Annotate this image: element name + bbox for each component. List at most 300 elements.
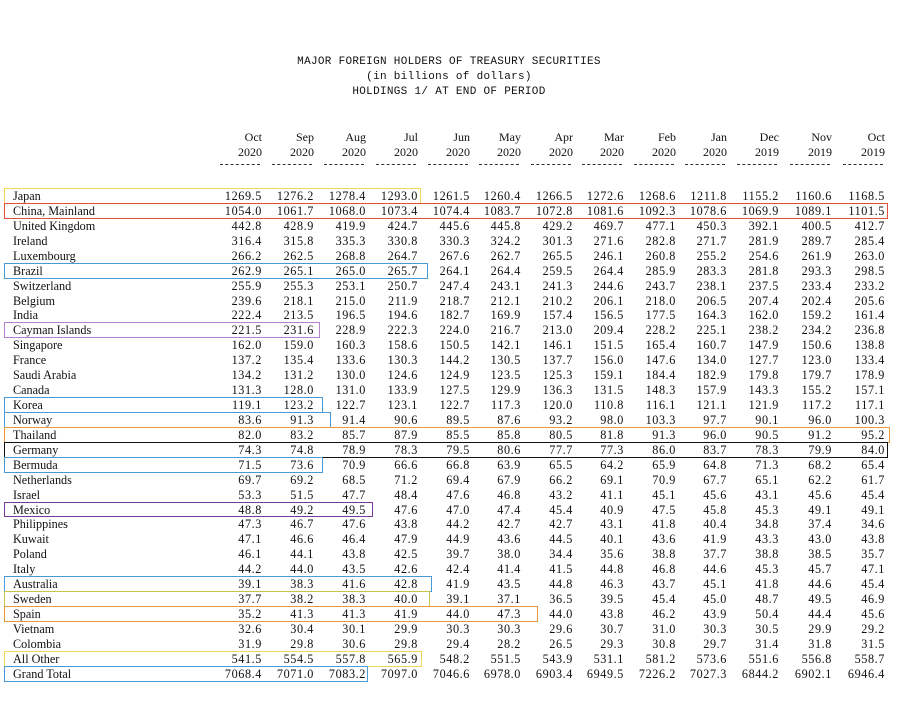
table-row bbox=[10, 249, 890, 264]
table-cell-value: 41.8 bbox=[652, 517, 676, 532]
row-country-name: Cayman Islands bbox=[13, 323, 92, 338]
table-cell-value: 179.8 bbox=[748, 368, 779, 383]
table-cell-value: 47.7 bbox=[342, 487, 366, 502]
table-cell-value: 124.9 bbox=[439, 368, 470, 383]
table-cell-value: 298.5 bbox=[854, 263, 885, 278]
table-cell-value: 90.6 bbox=[394, 412, 418, 427]
table-cell-value: 40.9 bbox=[600, 502, 624, 517]
table-row bbox=[10, 562, 890, 577]
highlight-box bbox=[4, 427, 890, 443]
table-cell-value: 42.8 bbox=[394, 577, 418, 592]
table-cell-value: 47.9 bbox=[394, 532, 418, 547]
table-cell-value: 7068.4 bbox=[224, 666, 262, 681]
table-cell-value: 213.0 bbox=[542, 323, 573, 338]
table-cell-value: 34.6 bbox=[861, 517, 885, 532]
table-cell-value: 47.5 bbox=[652, 502, 676, 517]
column-header-month: Jan bbox=[711, 130, 727, 144]
table-cell-value: 157.4 bbox=[542, 308, 573, 323]
table-cell-value: 469.7 bbox=[593, 218, 624, 233]
highlight-box bbox=[4, 457, 323, 473]
column-header-underline bbox=[790, 164, 830, 166]
table-cell-value: 450.3 bbox=[696, 218, 727, 233]
table-cell-value: 131.2 bbox=[283, 368, 314, 383]
table-cell-value: 69.7 bbox=[238, 472, 262, 487]
table-cell-value: 262.9 bbox=[231, 263, 262, 278]
table-cell-value: 283.3 bbox=[696, 263, 727, 278]
table-row bbox=[10, 473, 890, 488]
table-cell-value: 155.2 bbox=[801, 383, 832, 398]
table-cell-value: 123.5 bbox=[490, 368, 521, 383]
column-header-underline bbox=[479, 164, 519, 166]
table-cell-value: 31.0 bbox=[652, 621, 676, 636]
table-cell-value: 234.2 bbox=[801, 323, 832, 338]
table-cell-value: 38.3 bbox=[342, 592, 366, 607]
table-cell-value: 44.8 bbox=[600, 562, 624, 577]
table-cell-value: 45.7 bbox=[808, 562, 832, 577]
table-cell-value: 46.2 bbox=[652, 607, 676, 622]
table-cell-value: 262.5 bbox=[283, 248, 314, 263]
table-cell-value: 289.7 bbox=[801, 233, 832, 248]
table-cell-value: 6903.4 bbox=[535, 666, 573, 681]
table-cell-value: 123.2 bbox=[283, 398, 314, 413]
column-header-underline bbox=[428, 164, 468, 166]
title-line-2: (in billions of dollars) bbox=[366, 71, 532, 83]
table-cell-value: 285.9 bbox=[645, 263, 676, 278]
table-cell-value: 29.3 bbox=[600, 636, 624, 651]
table-cell-value: 285.4 bbox=[854, 233, 885, 248]
table-cell-value: 31.9 bbox=[238, 636, 262, 651]
table-cell-value: 161.4 bbox=[854, 308, 885, 323]
table-cell-value: 43.5 bbox=[497, 577, 521, 592]
table-cell-value: 29.4 bbox=[446, 636, 470, 651]
table-cell-value: 29.9 bbox=[394, 621, 418, 636]
row-country-name: All Other bbox=[13, 651, 60, 666]
table-cell-value: 1061.7 bbox=[276, 203, 314, 218]
row-country-name: Thailand bbox=[13, 427, 57, 442]
table-cell-value: 243.7 bbox=[645, 278, 676, 293]
table-cell-value: 91.4 bbox=[342, 412, 366, 427]
table-cell-value: 316.4 bbox=[231, 233, 262, 248]
table-cell-value: 42.7 bbox=[497, 517, 521, 532]
row-country-name: France bbox=[13, 353, 47, 368]
table-cell-value: 29.2 bbox=[861, 621, 885, 636]
table-cell-value: 124.6 bbox=[387, 368, 418, 383]
table-cell-value: 43.0 bbox=[808, 532, 832, 547]
table-cell-value: 222.4 bbox=[231, 308, 262, 323]
table-cell-value: 45.3 bbox=[755, 502, 779, 517]
table-cell-value: 78.3 bbox=[755, 442, 779, 457]
row-country-name: Singapore bbox=[13, 338, 63, 353]
table-cell-value: 38.0 bbox=[497, 547, 521, 562]
table-row bbox=[10, 517, 890, 532]
column-header-month: Mar bbox=[604, 130, 624, 144]
table-cell-value: 148.3 bbox=[645, 383, 676, 398]
table-cell-value: 429.2 bbox=[542, 218, 573, 233]
table-cell-value: 222.3 bbox=[387, 323, 418, 338]
table-cell-value: 38.8 bbox=[755, 547, 779, 562]
column-header-year: 2020 bbox=[238, 145, 262, 159]
column-header-year: 2020 bbox=[652, 145, 676, 159]
table-cell-value: 41.4 bbox=[497, 562, 521, 577]
table-cell-value: 44.9 bbox=[446, 532, 470, 547]
table-cell-value: 81.8 bbox=[600, 427, 624, 442]
row-country-name: Grand Total bbox=[13, 666, 72, 681]
table-cell-value: 6902.1 bbox=[794, 666, 832, 681]
table-cell-value: 53.3 bbox=[238, 487, 262, 502]
highlight-box bbox=[4, 188, 421, 204]
table-cell-value: 37.1 bbox=[497, 592, 521, 607]
table-cell-value: 7027.3 bbox=[689, 666, 727, 681]
table-cell-value: 43.2 bbox=[549, 487, 573, 502]
table-cell-value: 1168.5 bbox=[848, 189, 885, 203]
table-cell-value: 36.5 bbox=[549, 592, 573, 607]
table-cell-value: 147.9 bbox=[748, 338, 779, 353]
column-header-year: 2020 bbox=[497, 145, 521, 159]
table-cell-value: 47.3 bbox=[497, 607, 521, 622]
column-header-year: 2020 bbox=[600, 145, 624, 159]
table-cell-value: 30.7 bbox=[600, 621, 624, 636]
column-header-year: 2019 bbox=[808, 145, 832, 159]
table-row bbox=[10, 353, 890, 368]
table-cell-value: 65.4 bbox=[861, 457, 885, 472]
column-header-month: Jun bbox=[453, 130, 470, 144]
table-cell-value: 43.8 bbox=[394, 517, 418, 532]
table-cell-value: 44.0 bbox=[549, 607, 573, 622]
table-row bbox=[10, 622, 890, 637]
table-cell-value: 236.8 bbox=[854, 323, 885, 338]
table-cell-value: 40.4 bbox=[703, 517, 727, 532]
column-header-underline bbox=[272, 164, 312, 166]
table-row bbox=[10, 234, 890, 249]
table-cell-value: 41.1 bbox=[600, 487, 624, 502]
table-cell-value: 265.7 bbox=[387, 263, 418, 278]
table-cell-value: 228.9 bbox=[335, 323, 366, 338]
table-cell-value: 330.3 bbox=[439, 233, 470, 248]
row-country-name: Belgium bbox=[13, 293, 55, 308]
table-cell-value: 43.8 bbox=[861, 532, 885, 547]
table-cell-value: 43.6 bbox=[497, 532, 521, 547]
table-cell-value: 254.6 bbox=[748, 248, 779, 263]
table-cell-value: 293.3 bbox=[801, 263, 832, 278]
column-header-month: Nov bbox=[811, 130, 832, 144]
table-cell-value: 71.2 bbox=[394, 472, 418, 487]
table-cell-value: 554.5 bbox=[283, 651, 314, 666]
table-cell-value: 1211.8 bbox=[690, 189, 727, 203]
table-cell-value: 47.6 bbox=[394, 502, 418, 517]
table-cell-value: 61.7 bbox=[861, 472, 885, 487]
column-header-month: Aug bbox=[345, 130, 366, 144]
table-cell-value: 157.9 bbox=[696, 383, 727, 398]
column-header-underline bbox=[220, 164, 260, 166]
column-header-year: 2019 bbox=[755, 145, 779, 159]
column-header-year: 2020 bbox=[703, 145, 727, 159]
table-cell-value: 281.9 bbox=[748, 233, 779, 248]
table-cell-value: 35.7 bbox=[861, 547, 885, 562]
table-cell-value: 74.3 bbox=[238, 442, 262, 457]
table-cell-value: 136.3 bbox=[542, 383, 573, 398]
table-cell-value: 50.4 bbox=[755, 607, 779, 622]
table-cell-value: 46.8 bbox=[497, 487, 521, 502]
table-cell-value: 1268.6 bbox=[638, 189, 676, 203]
column-header-underline bbox=[737, 164, 777, 166]
table-cell-value: 44.4 bbox=[808, 607, 832, 622]
table-cell-value: 247.4 bbox=[439, 278, 470, 293]
table-cell-value: 66.2 bbox=[549, 472, 573, 487]
table-cell-value: 1101.5 bbox=[848, 203, 885, 218]
table-cell-value: 233.2 bbox=[854, 278, 885, 293]
table-cell-value: 29.8 bbox=[394, 636, 418, 651]
table-cell-value: 1276.2 bbox=[276, 189, 314, 203]
table-cell-value: 156.5 bbox=[593, 308, 624, 323]
table-cell-value: 38.2 bbox=[290, 592, 314, 607]
table-cell-value: 45.6 bbox=[808, 487, 832, 502]
table-row bbox=[10, 532, 890, 547]
table-cell-value: 445.8 bbox=[490, 218, 521, 233]
table-cell-value: 260.8 bbox=[645, 248, 676, 263]
table-cell-value: 43.5 bbox=[342, 562, 366, 577]
table-cell-value: 150.5 bbox=[439, 338, 470, 353]
table-cell-value: 37.4 bbox=[808, 517, 832, 532]
table-cell-value: 241.3 bbox=[542, 278, 573, 293]
table-cell-value: 46.4 bbox=[342, 532, 366, 547]
table-cell-value: 45.4 bbox=[652, 592, 676, 607]
table-cell-value: 44.0 bbox=[446, 607, 470, 622]
table-cell-value: 68.5 bbox=[342, 472, 366, 487]
table-cell-value: 28.2 bbox=[497, 636, 521, 651]
table-cell-value: 43.7 bbox=[652, 577, 676, 592]
table-cell-value: 264.4 bbox=[593, 263, 624, 278]
table-cell-value: 133.9 bbox=[387, 383, 418, 398]
table-cell-value: 48.8 bbox=[238, 502, 262, 517]
table-cell-value: 44.6 bbox=[808, 577, 832, 592]
column-header-month: Dec bbox=[759, 130, 779, 144]
column-header-month: Jul bbox=[403, 130, 418, 144]
table-cell-value: 1081.6 bbox=[586, 203, 624, 218]
table-cell-value: 45.4 bbox=[549, 502, 573, 517]
table-cell-value: 47.6 bbox=[446, 487, 470, 502]
table-cell-value: 65.1 bbox=[755, 472, 779, 487]
table-cell-value: 1083.7 bbox=[483, 203, 521, 218]
column-header-month: Sep bbox=[296, 130, 314, 144]
table-cell-value: 67.9 bbox=[497, 472, 521, 487]
table-cell-value: 259.5 bbox=[542, 263, 573, 278]
column-header-month: Feb bbox=[658, 130, 676, 144]
table-cell-value: 30.3 bbox=[497, 621, 521, 636]
table-cell-value: 218.7 bbox=[439, 293, 470, 308]
column-header-underline bbox=[843, 164, 883, 166]
table-cell-value: 43.3 bbox=[755, 532, 779, 547]
table-cell-value: 282.8 bbox=[645, 233, 676, 248]
table-cell-value: 400.5 bbox=[801, 218, 832, 233]
table-cell-value: 117.3 bbox=[491, 398, 521, 413]
table-cell-value: 46.9 bbox=[861, 592, 885, 607]
table-cell-value: 330.8 bbox=[387, 233, 418, 248]
highlight-box bbox=[4, 651, 422, 667]
table-cell-value: 80.6 bbox=[497, 442, 521, 457]
table-row bbox=[10, 219, 890, 234]
table-cell-value: 123.1 bbox=[387, 398, 418, 413]
table-cell-value: 246.1 bbox=[593, 248, 624, 263]
table-cell-value: 87.9 bbox=[394, 427, 418, 442]
table-cell-value: 117.2 bbox=[802, 398, 832, 413]
row-country-name: Korea bbox=[13, 398, 43, 413]
table-cell-value: 216.7 bbox=[490, 323, 521, 338]
table-cell-value: 6949.5 bbox=[586, 666, 624, 681]
table-cell-value: 103.3 bbox=[645, 412, 676, 427]
table-cell-value: 45.1 bbox=[652, 487, 676, 502]
table-cell-value: 30.3 bbox=[703, 621, 727, 636]
table-cell-value: 42.6 bbox=[394, 562, 418, 577]
table-cell-value: 41.6 bbox=[342, 577, 366, 592]
column-header-year: 2019 bbox=[861, 145, 885, 159]
row-country-name: Netherlands bbox=[13, 472, 72, 487]
table-cell-value: 428.9 bbox=[283, 218, 314, 233]
table-cell-value: 65.9 bbox=[652, 457, 676, 472]
table-cell-value: 70.9 bbox=[652, 472, 676, 487]
table-cell-value: 41.5 bbox=[549, 562, 573, 577]
table-cell-value: 78.3 bbox=[394, 442, 418, 457]
table-cell-value: 51.5 bbox=[290, 487, 314, 502]
column-header-month: May bbox=[499, 130, 521, 144]
table-cell-value: 62.2 bbox=[808, 472, 832, 487]
table-cell-value: 89.5 bbox=[446, 412, 470, 427]
table-cell-value: 548.2 bbox=[439, 651, 470, 666]
table-cell-value: 146.1 bbox=[542, 338, 573, 353]
table-cell-value: 135.4 bbox=[283, 353, 314, 368]
table-cell-value: 46.7 bbox=[290, 517, 314, 532]
table-cell-value: 228.2 bbox=[645, 323, 676, 338]
table-cell-value: 573.6 bbox=[696, 651, 727, 666]
table-cell-value: 244.6 bbox=[593, 278, 624, 293]
table-cell-value: 1261.5 bbox=[432, 189, 470, 203]
table-cell-value: 238.2 bbox=[748, 323, 779, 338]
table-cell-value: 96.0 bbox=[703, 427, 727, 442]
table-cell-value: 41.8 bbox=[755, 577, 779, 592]
table-cell-value: 46.6 bbox=[290, 532, 314, 547]
table-cell-value: 122.7 bbox=[439, 398, 470, 413]
table-cell-value: 218.0 bbox=[645, 293, 676, 308]
table-cell-value: 169.9 bbox=[490, 308, 521, 323]
table-cell-value: 69.4 bbox=[446, 472, 470, 487]
report-title bbox=[0, 55, 898, 100]
table-cell-value: 29.6 bbox=[549, 621, 573, 636]
table-cell-value: 1272.6 bbox=[586, 189, 624, 203]
table-cell-value: 44.0 bbox=[290, 562, 314, 577]
table-cell-value: 137.7 bbox=[542, 353, 573, 368]
title-line-3: HOLDINGS 1/ AT END OF PERIOD bbox=[352, 86, 546, 98]
table-cell-value: 123.0 bbox=[801, 353, 832, 368]
table-cell-value: 32.6 bbox=[238, 621, 262, 636]
table-cell-value: 119.1 bbox=[232, 398, 262, 413]
table-row bbox=[10, 368, 890, 383]
table-cell-value: 177.5 bbox=[645, 308, 676, 323]
table-cell-value: 78.9 bbox=[342, 442, 366, 457]
column-header-underline bbox=[685, 164, 725, 166]
table-cell-value: 335.3 bbox=[335, 233, 366, 248]
column-header-year: 2020 bbox=[290, 145, 314, 159]
table-row bbox=[10, 294, 890, 309]
table-cell-value: 213.5 bbox=[283, 308, 314, 323]
table-cell-value: 324.2 bbox=[490, 233, 521, 248]
table-cell-value: 212.1 bbox=[490, 293, 521, 308]
table-cell-value: 74.8 bbox=[290, 442, 314, 457]
row-country-name: China, Mainland bbox=[13, 203, 95, 218]
table-cell-value: 150.6 bbox=[801, 338, 832, 353]
row-country-name: Israel bbox=[13, 487, 41, 502]
table-cell-value: 263.0 bbox=[854, 248, 885, 263]
table-cell-value: 7046.6 bbox=[432, 666, 470, 681]
row-country-name: Bermuda bbox=[13, 457, 58, 472]
table-cell-value: 165.4 bbox=[645, 338, 676, 353]
table-cell-value: 45.1 bbox=[703, 577, 727, 592]
highlight-box bbox=[4, 397, 323, 413]
table-cell-value: 42.7 bbox=[549, 517, 573, 532]
table-cell-value: 47.1 bbox=[238, 532, 262, 547]
table-cell-value: 237.5 bbox=[748, 278, 779, 293]
row-country-name: India bbox=[13, 308, 39, 323]
table-cell-value: 48.7 bbox=[755, 592, 779, 607]
table-cell-value: 69.1 bbox=[600, 472, 624, 487]
table-cell-value: 131.0 bbox=[335, 383, 366, 398]
table-cell-value: 137.2 bbox=[231, 353, 262, 368]
table-cell-value: 66.6 bbox=[394, 457, 418, 472]
table-cell-value: 264.7 bbox=[387, 248, 418, 263]
table-cell-value: 45.4 bbox=[861, 487, 885, 502]
table-cell-value: 1072.8 bbox=[535, 203, 573, 218]
table-cell-value: 26.5 bbox=[549, 636, 573, 651]
table-cell-value: 73.6 bbox=[290, 457, 314, 472]
table-cell-value: 116.1 bbox=[646, 398, 676, 413]
table-cell-value: 47.4 bbox=[497, 502, 521, 517]
highlight-box bbox=[4, 666, 368, 682]
table-cell-value: 41.3 bbox=[342, 607, 366, 622]
row-country-name: Canada bbox=[13, 383, 50, 398]
table-cell-value: 40.1 bbox=[600, 532, 624, 547]
row-country-name: Germany bbox=[13, 442, 59, 457]
table-cell-value: 91.3 bbox=[290, 412, 314, 427]
table-cell-value: 117.1 bbox=[855, 398, 885, 413]
table-cell-value: 253.1 bbox=[335, 278, 366, 293]
table-cell-value: 557.8 bbox=[335, 651, 366, 666]
table-cell-value: 581.2 bbox=[645, 651, 676, 666]
table-cell-value: 30.8 bbox=[652, 636, 676, 651]
title-line-1: MAJOR FOREIGN HOLDERS OF TREASURY SECURITIES bbox=[297, 56, 601, 68]
table-cell-value: 84.0 bbox=[861, 442, 885, 457]
table-cell-value: 48.4 bbox=[394, 487, 418, 502]
table-cell-value: 194.6 bbox=[387, 308, 418, 323]
table-cell-value: 69.2 bbox=[290, 472, 314, 487]
table-cell-value: 392.1 bbox=[748, 218, 779, 233]
row-country-name: Spain bbox=[13, 607, 41, 622]
table-cell-value: 93.2 bbox=[549, 412, 573, 427]
table-cell-value: 541.5 bbox=[231, 651, 262, 666]
column-header-underline bbox=[531, 164, 571, 166]
column-header-month: Oct bbox=[867, 130, 885, 144]
table-cell-value: 551.5 bbox=[490, 651, 521, 666]
table-cell-value: 265.0 bbox=[335, 263, 366, 278]
table-cell-value: 43.1 bbox=[755, 487, 779, 502]
table-cell-value: 255.3 bbox=[283, 278, 314, 293]
table-cell-value: 261.9 bbox=[801, 248, 832, 263]
table-cell-value: 43.8 bbox=[600, 607, 624, 622]
table-cell-value: 1073.4 bbox=[380, 203, 418, 218]
table-cell-value: 68.2 bbox=[808, 457, 832, 472]
table-cell-value: 121.9 bbox=[748, 398, 779, 413]
table-cell-value: 419.9 bbox=[335, 218, 366, 233]
column-header-year: 2020 bbox=[394, 145, 418, 159]
table-cell-value: 43.8 bbox=[342, 547, 366, 562]
table-cell-value: 91.2 bbox=[808, 427, 832, 442]
